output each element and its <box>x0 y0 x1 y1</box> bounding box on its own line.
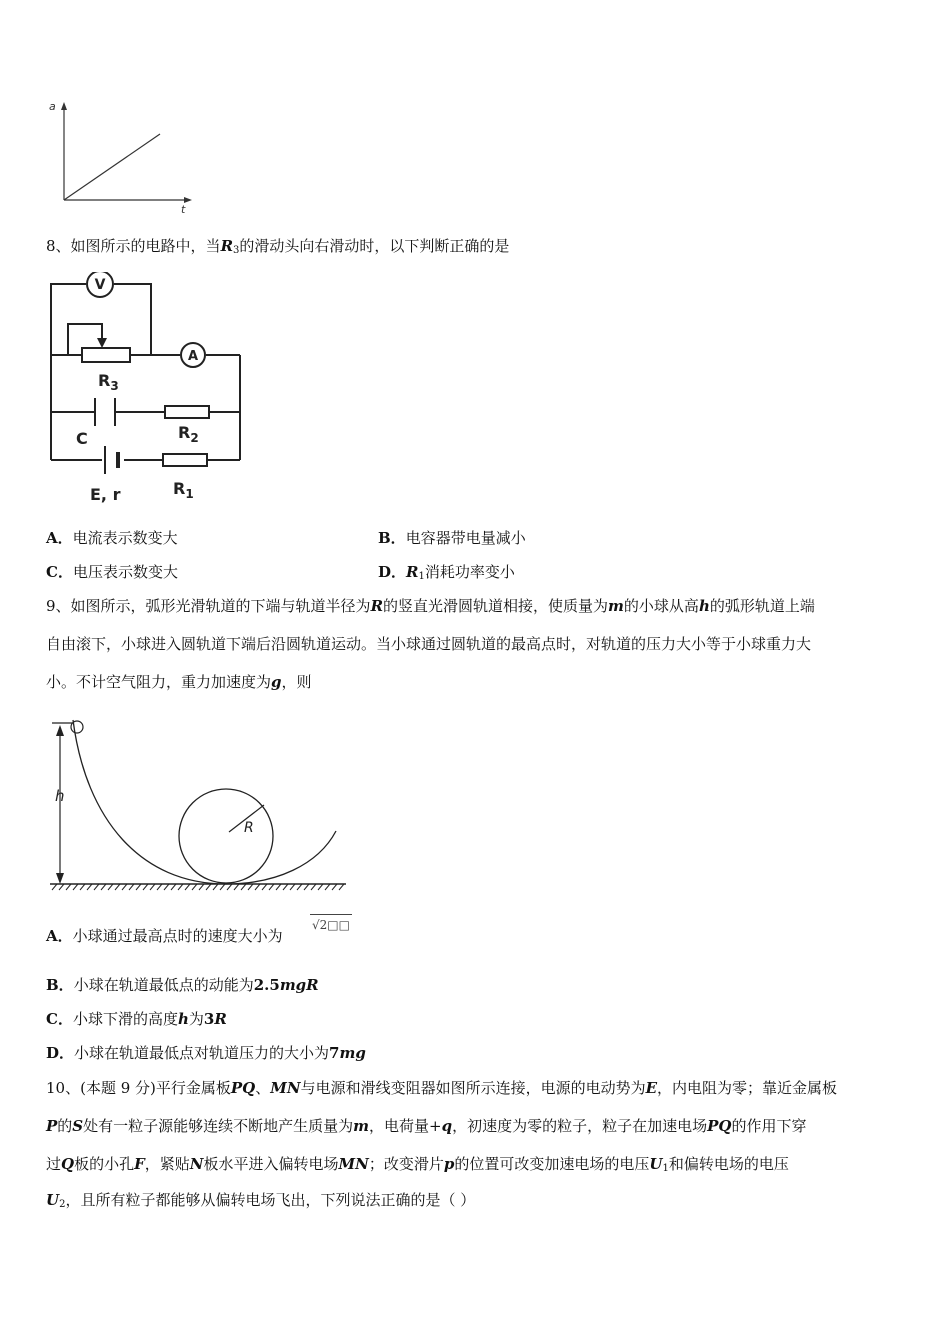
q10-stem-line-4: $U_2$，且所有粒子都能够从偏转电场飞出，下列说法正确的是（ ） <box>46 1191 476 1210</box>
q9-option-a[interactable]: A．小球通过最高点时的速度大小为 <box>46 927 283 945</box>
q9-option-b[interactable]: B．小球在轨道最低点的动能为2.5mgR <box>46 976 319 994</box>
height-label: h <box>55 787 65 805</box>
q9-stem-line-2: 自由滚下，小球进入圆轨道下端后沿圆轨道运动。当小球通过圆轨道的最高点时，对轨道的压力大小等于小球重力大 <box>46 635 812 653</box>
q10-number: 10、 <box>46 1079 81 1097</box>
y-axis-label: a <box>49 100 56 113</box>
q8-circuit-diagram <box>44 272 248 508</box>
q8-option-b[interactable]: B．电容器带电量减小 <box>378 529 526 547</box>
q9-track-diagram <box>46 700 356 900</box>
q9-option-d[interactable]: D．小球在轨道最低点对轨道压力的大小为7mg <box>46 1044 366 1062</box>
battery-label: E, r <box>90 485 121 504</box>
acceleration-time-graph <box>40 96 200 216</box>
q9-number: 9、 <box>46 597 71 615</box>
loop-track <box>179 789 273 883</box>
r1-label: $R_1$ <box>173 479 194 501</box>
ammeter-label: A <box>187 349 199 364</box>
resistor-r2 <box>165 406 209 418</box>
q8-stem: 8、如图所示的电路中，当$R_3$的滑动头向右滑动时，以下判断正确的是 <box>46 237 510 256</box>
graph-line <box>64 134 160 200</box>
height-arrow-bottom <box>56 873 64 884</box>
q9-stem-line-3: 小。不计空气阻力，重力加速度为g，则 <box>46 673 312 691</box>
resistor-r3 <box>82 348 130 362</box>
q8-option-c[interactable]: C．电压表示数变大 <box>46 563 178 581</box>
voltmeter-label: V <box>94 277 106 293</box>
q9-option-a-formula: √2□□ <box>310 914 352 935</box>
q8-option-d[interactable]: D．$R_1$消耗功率变小 <box>378 563 515 582</box>
q9-stem-line-1: 9、如图所示，弧形光滑轨道的下端与轨道半径为R的竖直光滑圆轨道相接，使质量为m的小球从高h的弧形轨道上端 <box>46 597 815 615</box>
ground-hatching <box>52 884 344 890</box>
resistor-r1 <box>163 454 207 466</box>
q10-stem-line-3: 过Q板的小孔F，紧贴N板水平进入偏转电场MN；改变滑片p的位置可改变加速电场的电压$U_1$和偏转电场的电压 <box>46 1155 789 1174</box>
q8-option-a[interactable]: A．电流表示数变大 <box>46 529 178 547</box>
q8-number: 8、 <box>46 237 71 255</box>
arc-track <box>73 720 336 884</box>
r3-label: $R_3$ <box>98 371 119 393</box>
height-arrow-top <box>56 725 64 736</box>
capacitor-label: C <box>76 429 88 448</box>
r2-label: $R_2$ <box>178 423 199 445</box>
x-axis-label: t <box>181 203 186 216</box>
slider-arrow-icon <box>97 338 107 348</box>
y-axis-arrow <box>61 102 67 110</box>
q10-stem-line-2: P的S处有一粒子源能够连续不断地产生质量为m，电荷量+q，初速度为零的粒子，粒子在加速电场PQ的作用下穿 <box>46 1117 807 1135</box>
q10-stem-line-1: 10、(本题 9 分)平行金属板PQ、MN与电源和滑线变阻器如图所示连接，电源的电动势为E，内电阻为零；靠近金属板 <box>46 1079 838 1097</box>
q9-option-c[interactable]: C．小球下滑的高度h为3R <box>46 1010 227 1028</box>
radius-label: R <box>244 820 254 836</box>
